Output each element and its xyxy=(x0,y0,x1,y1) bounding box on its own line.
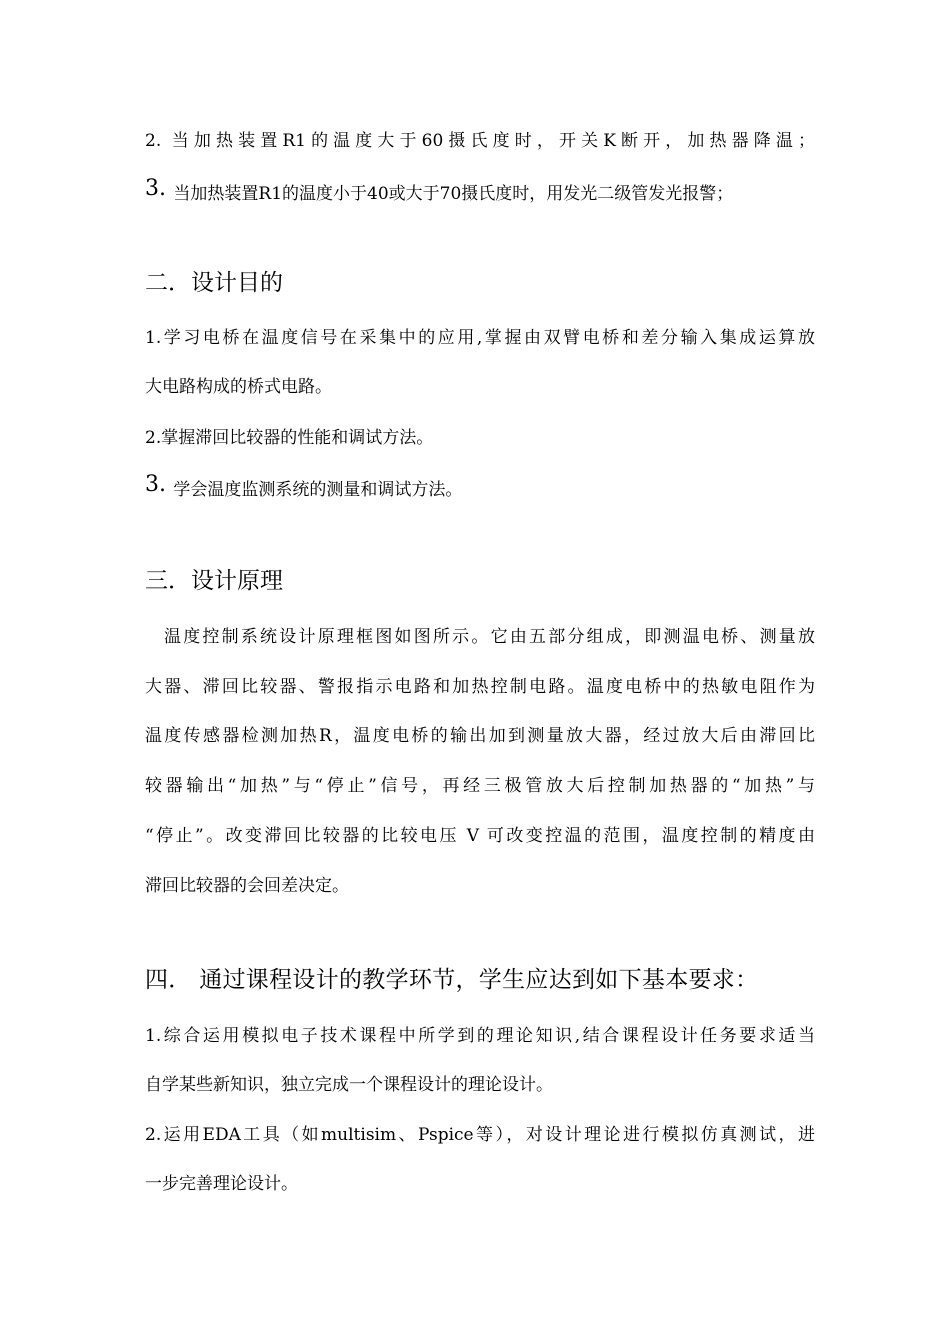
requirement-item-3-text: 当加热装置R1的温度小于40或大于70摄氏度时，用发光二级管发光报警； xyxy=(173,184,734,204)
section-2-item-3-text: 学会温度监测系统的测量和调试方法。 xyxy=(173,480,463,500)
section-3-paragraph-line-1: 温度控制系统设计原理框图如图所示。它由五部分组成，即测温电桥、测量放 xyxy=(164,627,815,647)
section-4-item-1-line-1: 1.综合运用模拟电子技术课程中所学到的理论知识,结合课程设计任务要求适当 xyxy=(145,1026,815,1046)
section-2-item-3-number: 3. xyxy=(145,474,166,497)
section-3-paragraph-line-4: 较器输出“加热”与“停止”信号，再经三极管放大后控制加热器的“加热”与 xyxy=(145,776,815,796)
section-2-item-2: 2.掌握滞回比较器的性能和调试方法。 xyxy=(145,428,434,448)
requirement-item-2: 2. 当加热装置R1的温度大于60摄氏度时，开关K断开，加热器降温； xyxy=(145,131,815,151)
section-3-paragraph-line-2: 大器、滞回比较器、警报指示电路和加热控制电路。温度电桥中的热敏电阻作为 xyxy=(145,677,815,697)
section-4-item-2-line-2: 一步完善理论设计。 xyxy=(145,1174,298,1194)
section-3-heading: 三．设计原理 xyxy=(145,568,283,594)
section-2-item-1-line-1: 1.学习电桥在温度信号在采集中的应用,掌握由双臂电桥和差分输入集成运算放 xyxy=(145,328,815,348)
requirement-item-3-number: 3. xyxy=(145,178,166,201)
section-4-item-2-line-1: 2.运用EDA工具（如multisim、Pspice等），对设计理论进行模拟仿真测试，进 xyxy=(145,1125,815,1145)
section-3-paragraph-line-3: 温度传感器检测加热R，温度电桥的输出加到测量放大器，经过放大后由滞回比 xyxy=(145,726,815,746)
section-4-heading: 四． 通过课程设计的教学环节，学生应达到如下基本要求： xyxy=(145,967,759,993)
section-3-paragraph-line-5: “停止”。改变滞回比较器的比较电压 V 可改变控温的范围，温度控制的精度由 xyxy=(145,826,815,846)
section-4-item-1-line-2: 自学某些新知识，独立完成一个课程设计的理论设计。 xyxy=(145,1075,553,1095)
section-3-paragraph-line-6: 滞回比较器的会回差决定。 xyxy=(145,876,349,896)
section-2-item-1-line-2: 大电路构成的桥式电路。 xyxy=(145,377,332,397)
section-2-heading: 二．设计目的 xyxy=(145,270,283,296)
requirement-item-3 xyxy=(145,178,815,205)
section-2-item-3 xyxy=(145,474,815,501)
